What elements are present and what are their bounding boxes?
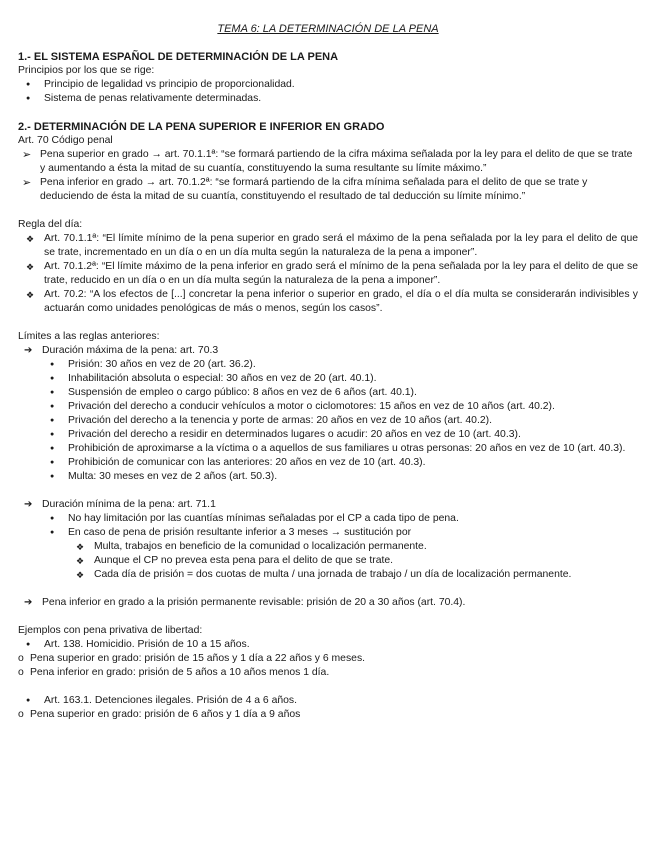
example-line: o Pena superior en grado: prisión de 15 años y 1 día a 22 años y 6 meses. <box>18 652 638 666</box>
example-title: ● Art. 163.1. Detenciones ilegales. Prisión de 4 a 6 años. <box>18 694 638 708</box>
list-item: ● Principio de legalidad vs principio de proporcionalidad. <box>18 78 638 92</box>
document-page <box>18 22 638 722</box>
regla-item: ❖ Art. 70.2: “A los efectos de [...] concretar la pena inferior o superior en grado, el día o el día multa se considerarán indivisibles y actuarán como unidades penológicas de más o menos, según los casos”. <box>18 288 638 316</box>
limites-label: Límites a las reglas anteriores: <box>18 331 160 342</box>
list-item: ● Suspensión de empleo o cargo público: 8 años en vez de 6 años (art. 40.1). <box>18 386 638 400</box>
permanent-prison-item: ➔ Pena inferior en grado a la prisión permanente revisable: prisión de 20 a 30 años (art. 70.4). <box>18 596 638 610</box>
ejemplos-label: Ejemplos con pena privativa de libertad: <box>18 625 203 636</box>
list-item: ● En caso de pena de prisión resultante inferior a 3 meses → sustitución por <box>18 526 638 540</box>
regla-item: ❖ Art. 70.1.1ª: “El límite mínimo de la pena superior en grado será el máximo de la pena señalada por la ley para el delito de que se trate, incrementado en un día o en un día multa según la naturaleza de la pena a imponer”. <box>18 232 638 260</box>
list-item: ● Privación del derecho a la tenencia y porte de armas: 20 años en vez de 10 años (art. 40.2). <box>18 414 638 428</box>
document-title: TEMA 6: LA DETERMINACIÓN DE LA PENA <box>217 23 439 35</box>
example-line: o Pena superior en grado: prisión de 6 años y 1 día a 9 años <box>18 708 638 722</box>
list-item: ● Inhabilitación absoluta o especial: 30 años en vez de 20 (art. 40.1). <box>18 372 638 386</box>
section-2-heading: 2.- DETERMINACIÓN DE LA PENA SUPERIOR E INFERIOR EN GRADO <box>18 121 385 133</box>
sub-list-item: ❖ Multa, trabajos en beneficio de la comunidad o localización permanente. <box>18 540 638 554</box>
section-1-heading: 1.- EL SISTEMA ESPAÑOL DE DETERMINACIÓN DE LA PENA <box>18 51 339 63</box>
regla-label: Regla del día: <box>18 219 83 230</box>
list-item: ● Sistema de penas relativamente determinadas. <box>18 92 638 106</box>
example-line: o Pena inferior en grado: prisión de 5 años a 10 años menos 1 día. <box>18 666 638 680</box>
list-item: ● Privación del derecho a conducir vehículos a motor o ciclomotores: 15 años en vez de 10 años (art. 40.2). <box>18 400 638 414</box>
section-1-intro: Principios por los que se rige: <box>18 65 155 76</box>
list-item: ➢ Pena inferior en grado → art. 70.1.2ª: “se formará partiendo de la cifra mínima señalada para el delito de que se trate y deduciendo de ésta la mitad de su cuantía, constituyendo el resultado de tal deducción su límite mínimo.” <box>18 176 638 204</box>
sub-list-item: ❖ Cada día de prisión = dos cuotas de multa / una jornada de trabajo / un día de localización permanente. <box>18 568 638 582</box>
max-duration-label: ➔ Duración máxima de la pena: art. 70.3 <box>18 344 638 358</box>
sub-list-item: ❖ Aunque el CP no prevea esta pena para el delito de que se trate. <box>18 554 638 568</box>
list-item: ➢ Pena superior en grado → art. 70.1.1ª: “se formará partiendo de la cifra máxima señalada por la ley para el delito de que se trate y aumentando a ésta la mitad de su cuantía, constituyendo la suma resultante su límite máximo.” <box>18 148 638 176</box>
list-item: ● Prohibición de comunicar con las anteriores: 20 años en vez de 10 (art. 40.3). <box>18 456 638 470</box>
example-title: ● Art. 138. Homicidio. Prisión de 10 a 15 años. <box>18 638 638 652</box>
list-item: ● Prisión: 30 años en vez de 20 (art. 36.2). <box>18 358 638 372</box>
list-item: ● No hay limitación por las cuantías mínimas señaladas por el CP a cada tipo de pena. <box>18 512 638 526</box>
list-item: ● Prohibición de aproximarse a la víctima o a aquellos de sus familiares u otras personas: 20 años en vez de 10 (art. 40.3). <box>18 442 638 456</box>
regla-item: ❖ Art. 70.1.2ª: “El límite máximo de la pena inferior en grado será el mínimo de la pena señalada por la ley para el delito de que se trate, reducido en un día o en un día multa según la naturaleza de la pena a imponer”. <box>18 260 638 288</box>
list-item: ● Multa: 30 meses en vez de 2 años (art. 50.3). <box>18 470 638 484</box>
section-2-reference: Art. 70 Código penal <box>18 135 113 146</box>
min-duration-label: ➔ Duración mínima de la pena: art. 71.1 <box>18 498 638 512</box>
list-item: ● Privación del derecho a residir en determinados lugares o acudir: 20 años en vez de 10 (art. 40.3). <box>18 428 638 442</box>
